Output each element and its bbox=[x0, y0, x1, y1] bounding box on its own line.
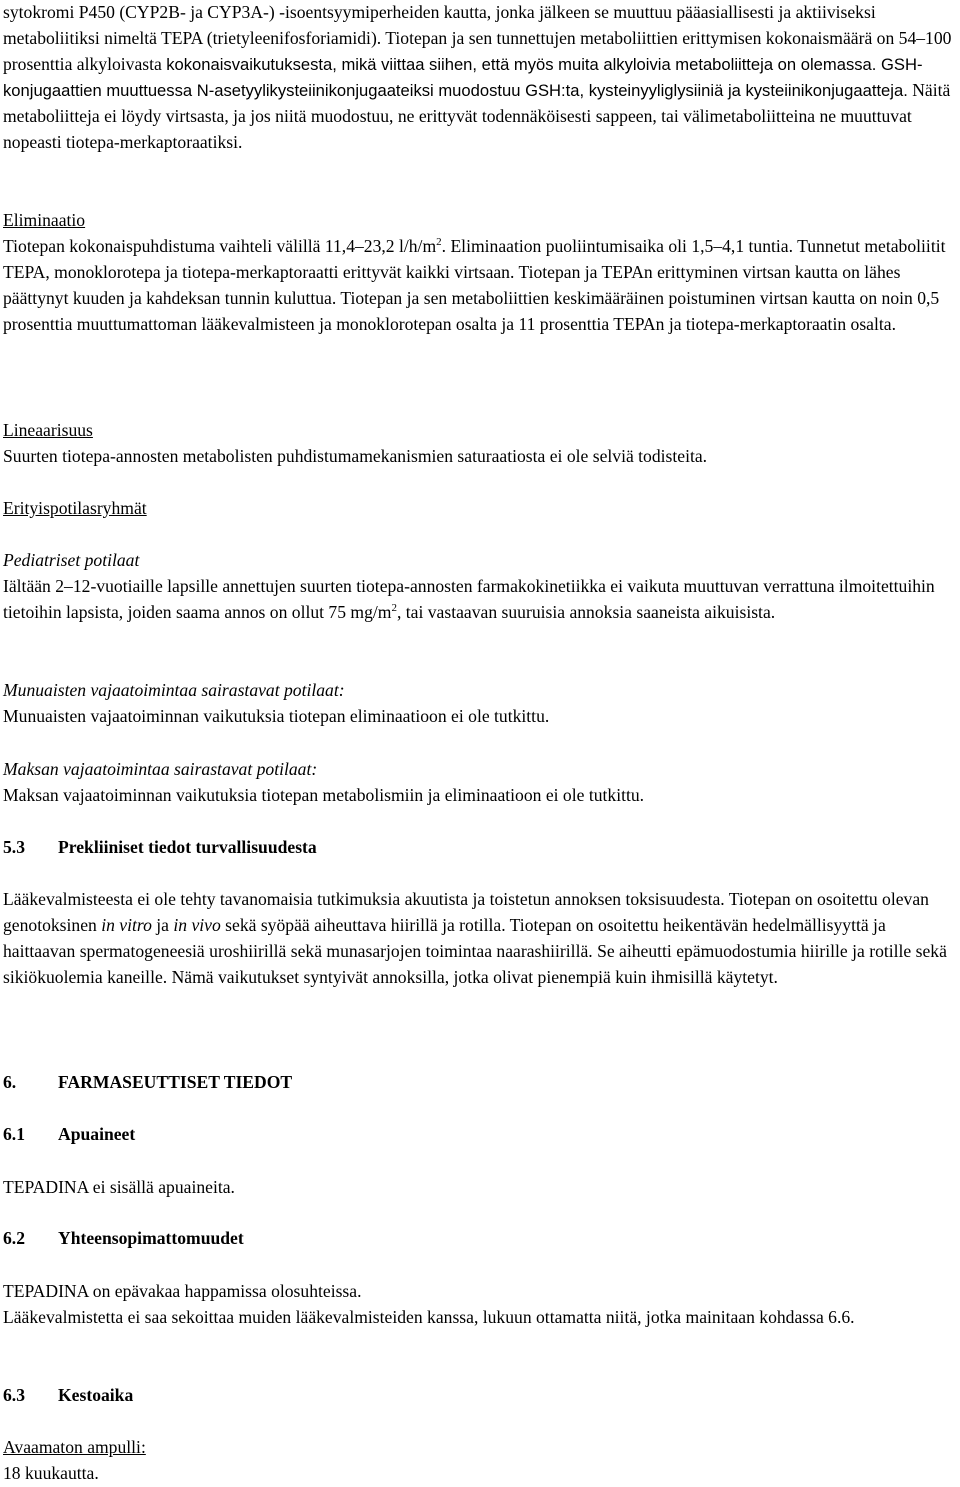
section-6-2-title: Yhteensopimattomuudet bbox=[58, 1228, 244, 1248]
preclinical-paragraph bbox=[3, 887, 955, 991]
metabolism-paragraph bbox=[3, 0, 955, 155]
section-6-3-number: 6.3 bbox=[3, 1385, 25, 1405]
special-populations-title bbox=[3, 496, 147, 522]
shelf-life-text: 18 kuukautta. bbox=[3, 1462, 99, 1483]
pediatric-text-1: Iältään 2–12-vuotiaille lapsille annettujen suurten tiotepa-annosten farmakokinetiikka ei vaikuta muuttuvan verrattuna ilmoitettuihin tietoihin lapsista, joiden saama annos on ollut 75 mg/m bbox=[3, 575, 935, 622]
preclinical-text-3: sekä syöpää aiheuttava hiirillä ja rotilla. Tiotepan on osoitettu heikentävän hedelmällisyyttä ja haittaavan spermatogeneesiä uroshiirillä sekä munasarjojen toimintaa naarashiirillä. Se aiheutti epämuodostumia hiirille ja rotille sekä sikiökuolemia kaneille. Nämä vaikutukset syntyivät annoksilla, jotka olivat pienempiä kuin ihmisillä käytetyt. bbox=[3, 914, 947, 987]
hepatic-text: Maksan vajaatoiminnan vaikutuksia tiotepan metabolismiin ja eliminaatioon ei ole tutkittu. bbox=[3, 784, 645, 805]
section-5-3-heading bbox=[3, 835, 317, 861]
metabolism-text-serif: sytokromi P450 (CYP2B- ja CYP3A-) -isoentsyymiperheiden kautta, jonka jälkeen se muuttuu pääasiallisesti ja aktiiviseksi metaboliitiksi nimeltä TEPA (trietyleenifosforiamidi). Tiotepan ja sen tunnettujen metaboliittien erittymisen kokonaismäärä on 54–100 prosenttia alkyloivasta bbox=[3, 2, 952, 74]
linearity-section bbox=[3, 418, 707, 470]
section-5-3-title: Prekliiniset tiedot turvallisuudesta bbox=[58, 837, 317, 857]
hepatic-title: Maksan vajaatoimintaa sairastavat potilaat: bbox=[3, 759, 318, 779]
section-6-2-heading bbox=[3, 1226, 244, 1252]
elimination-sup: 2 bbox=[436, 236, 442, 249]
renal-text: Munuaisten vajaatoiminnan vaikutuksia tiotepan eliminaatioon ei ole tutkittu. bbox=[3, 705, 550, 726]
preclinical-text-2: ja bbox=[151, 914, 174, 935]
pediatric-text-2: , tai vastaavan suuruisia annoksia saaneista aikuisista. bbox=[396, 601, 776, 622]
section-6-2-number: 6.2 bbox=[3, 1228, 25, 1248]
section-6-1-title: Apuaineet bbox=[58, 1124, 136, 1144]
linearity-text: Suurten tiotepa-annosten metabolisten puhdistumamekanismien saturaatiosta ei ole selviä todisteita. bbox=[3, 445, 708, 466]
pediatric-title: Pediatriset potilaat bbox=[3, 550, 140, 570]
section-6-number: 6. bbox=[3, 1072, 17, 1092]
excipients-text: TEPADINA ei sisällä apuaineita. bbox=[3, 1177, 235, 1197]
shelf-life-subtitle: Avaamaton ampulli: bbox=[3, 1437, 146, 1457]
section-6-1-number: 6.1 bbox=[3, 1124, 25, 1144]
preclinical-in-vivo: in vivo bbox=[173, 914, 221, 935]
special-title: Erityispotilasryhmät bbox=[3, 498, 147, 518]
renal-title: Munuaisten vajaatoimintaa sairastavat potilaat: bbox=[3, 680, 345, 700]
hepatic-section bbox=[3, 757, 644, 809]
shelf-life-paragraph bbox=[3, 1435, 146, 1487]
section-6-3-title: Kestoaika bbox=[58, 1385, 134, 1405]
preclinical-text-1: Lääkevalmisteesta ei ole tehty tavanomaisia tutkimuksia akuutista ja toistetun annoksen toksisuudesta. Tiotepan on osoitettu olevan genotoksinen bbox=[3, 889, 929, 935]
section-5-3-number: 5.3 bbox=[3, 837, 25, 857]
pediatric-sup: 2 bbox=[391, 601, 397, 614]
pediatric-section bbox=[3, 548, 955, 626]
incompatibilities-text-2: Lääkevalmistetta ei saa sekoittaa muiden lääkevalmisteiden kanssa, lukuun ottamatta niitä, jotka mainitaan kohdassa 6.6. bbox=[3, 1306, 855, 1327]
incompatibilities-text-1: TEPADINA on epävakaa happamissa olosuhteissa. bbox=[3, 1281, 362, 1301]
metabolism-text-tail: Näitä metaboliitteja ei löydy virtsasta, ja jos niitä muodostuu, ne erittyvät todennäköisesti sappeen, tai välimetaboliitteina ne muuttuvat nopeasti tiotepa-merkaptoraatiksi. bbox=[3, 79, 951, 152]
elimination-text-2: . Eliminaation puoliintumisaika oli 1,5–4,1 tuntia. Tunnetut metaboliitit TEPA, monoklorotepa ja tiotepa-merkaptoraatti erittyvät kaikki virtsaan. Tiotepan ja TEPAn erittyminen virtsan kautta on lähes päättynyt kuuden ja kahdeksan tunnin kuluttua. Tiotepan ja sen metaboliittien keskimääräinen poistuminen virtsan kautta on noin 0,5 prosenttia muuttumattoman lääkevalmisteen ja monoklorotepan osalta ja 11 prosenttia TEPAn ja tiotepa-merkaptoraatin osalta. bbox=[3, 235, 946, 334]
section-6-title: FARMASEUTTISET TIEDOT bbox=[58, 1072, 293, 1092]
elimination-title: Eliminaatio bbox=[3, 210, 86, 230]
elimination-section bbox=[3, 208, 955, 338]
preclinical-in-vitro: in vitro bbox=[101, 914, 152, 935]
renal-section bbox=[3, 678, 549, 730]
section-6-1-heading bbox=[3, 1122, 135, 1148]
section-6-heading bbox=[3, 1070, 292, 1096]
incompatibilities-paragraph bbox=[3, 1279, 855, 1331]
elimination-text-1: Tiotepan kokonaispuhdistuma vaihteli välillä 11,4–23,2 l/h/m bbox=[3, 235, 437, 256]
metabolism-text-sans: kokonaisvaikutuksesta, mikä viittaa siihen, että myös muita alkyloivia metaboliitteja on olemassa. GSH-konjugaattien muuttuessa N-asetyylikysteiinikonjugaateiksi muodostuu GSH:ta, kysteinyyliglysiiniä ja kysteiinikonjugaatteja. bbox=[3, 54, 923, 100]
linearity-title: Lineaarisuus bbox=[3, 420, 93, 440]
section-6-3-heading bbox=[3, 1383, 133, 1409]
